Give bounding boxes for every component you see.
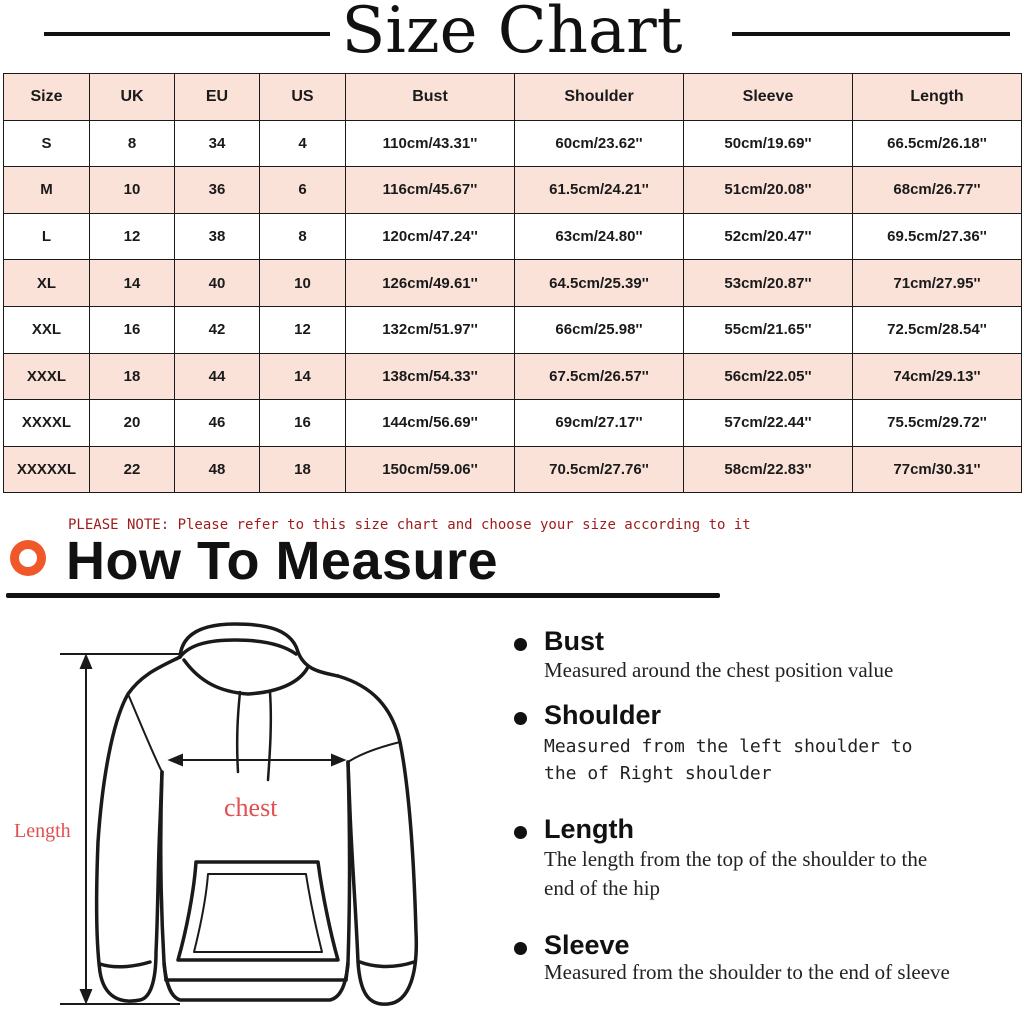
table-cell: 53cm/20.87''	[684, 260, 853, 307]
column-header: EU	[175, 74, 260, 121]
measure-item-title: Bust	[544, 626, 604, 656]
table-cell: L	[4, 213, 90, 260]
hood-opening	[184, 660, 308, 694]
measure-item-desc: Measured from the shoulder to the end of sleeve	[544, 960, 950, 984]
table-cell: 69.5cm/27.36''	[853, 213, 1022, 260]
table-cell: 18	[90, 353, 175, 400]
table-cell: 74cm/29.13''	[853, 353, 1022, 400]
table-cell: 72.5cm/28.54''	[853, 306, 1022, 353]
column-header: US	[260, 74, 346, 121]
column-header: Shoulder	[515, 74, 684, 121]
length-label: Length	[14, 820, 71, 842]
table-row	[4, 167, 1022, 214]
left-cuff	[100, 962, 150, 967]
table-cell: 52cm/20.47''	[684, 213, 853, 260]
table-cell: 44	[175, 353, 260, 400]
table-cell: 48	[175, 446, 260, 493]
table-cell: 68cm/26.77''	[853, 167, 1022, 214]
ring-icon	[10, 540, 46, 576]
hood-inner	[180, 640, 296, 657]
table-cell: 67.5cm/26.57''	[515, 353, 684, 400]
table-cell: 57cm/22.44''	[684, 400, 853, 447]
measure-item-title: Shoulder	[544, 700, 662, 730]
table-cell: 56cm/22.05''	[684, 353, 853, 400]
length-arrow-head-bottom	[81, 990, 91, 1002]
table-cell: 77cm/30.31''	[853, 446, 1022, 493]
table-cell: 50cm/19.69''	[684, 120, 853, 167]
bullet-icon	[514, 942, 527, 955]
table-cell: 42	[175, 306, 260, 353]
table-row	[4, 353, 1022, 400]
table-cell: 63cm/24.80''	[515, 213, 684, 260]
size-note: PLEASE NOTE: Please refer to this size chart and choose your size according to it	[68, 517, 751, 533]
table-row	[4, 446, 1022, 493]
measure-item-desc: Measured from the left shoulder to the of Right shoulder	[544, 736, 913, 784]
measure-item-desc: Measured around the chest position value	[544, 658, 894, 682]
column-header: Size	[4, 74, 90, 121]
hood-outline	[180, 624, 338, 676]
table-cell: 4	[260, 120, 346, 167]
column-header: Length	[853, 74, 1022, 121]
table-cell: 34	[175, 120, 260, 167]
pocket-inner	[194, 874, 322, 952]
chest-label: chest	[224, 793, 278, 822]
size-chart-header	[0, 0, 1024, 68]
table-row	[4, 120, 1022, 167]
measure-item-title: Length	[544, 814, 634, 844]
table-cell: 12	[260, 306, 346, 353]
table-cell: 71cm/27.95''	[853, 260, 1022, 307]
table-cell: 36	[175, 167, 260, 214]
table-cell: 58cm/22.83''	[684, 446, 853, 493]
table-cell: 14	[90, 260, 175, 307]
body-outline	[97, 657, 180, 1001]
bullet-icon	[514, 712, 527, 725]
table-cell: 64.5cm/25.39''	[515, 260, 684, 307]
column-header: Sleeve	[684, 74, 853, 121]
title-right-rule	[732, 32, 1010, 36]
table-cell: 46	[175, 400, 260, 447]
measure-item-desc: The length from the top of the shoulder to the end of the hip	[544, 847, 928, 900]
table-cell: 110cm/43.31''	[346, 120, 515, 167]
table-cell: XXL	[4, 306, 90, 353]
table-cell: XXXXL	[4, 400, 90, 447]
shoulder-seam-left	[128, 694, 162, 772]
size-table	[3, 73, 1022, 493]
torso-right	[346, 762, 350, 980]
measure-item-sleeve	[514, 932, 1014, 1012]
measure-item-bust	[514, 628, 1014, 688]
hoodie-diagram	[0, 612, 470, 1014]
table-cell: 10	[260, 260, 346, 307]
column-header: UK	[90, 74, 175, 121]
table-row	[4, 400, 1022, 447]
table-cell: 70.5cm/27.76''	[515, 446, 684, 493]
table-cell: 38	[175, 213, 260, 260]
drawstring-right	[268, 692, 271, 780]
size-table-body	[4, 120, 1022, 493]
table-cell: 12	[90, 213, 175, 260]
table-cell: 8	[260, 213, 346, 260]
table-cell: XL	[4, 260, 90, 307]
table-cell: XXXL	[4, 353, 90, 400]
table-cell: 22	[90, 446, 175, 493]
table-cell: 116cm/45.67''	[346, 167, 515, 214]
shoulder-seam-right	[348, 742, 400, 762]
table-cell: 8	[90, 120, 175, 167]
table-cell: 75.5cm/29.72''	[853, 400, 1022, 447]
length-arrow-head-top	[81, 656, 91, 668]
table-cell: 132cm/51.97''	[346, 306, 515, 353]
table-cell: 20	[90, 400, 175, 447]
right-cuff	[360, 962, 414, 967]
table-cell: 16	[260, 400, 346, 447]
table-cell: S	[4, 120, 90, 167]
table-cell: 60cm/23.62''	[515, 120, 684, 167]
measure-item-shoulder	[514, 702, 1014, 792]
table-cell: 150cm/59.06''	[346, 446, 515, 493]
table-header-row	[4, 74, 1022, 121]
table-cell: 138cm/54.33''	[346, 353, 515, 400]
page-title: Size Chart	[341, 0, 683, 68]
measure-underline	[6, 593, 720, 598]
table-cell: 61.5cm/24.21''	[515, 167, 684, 214]
bullet-icon	[514, 826, 527, 839]
table-cell: 126cm/49.61''	[346, 260, 515, 307]
torso-left	[161, 772, 166, 980]
table-cell: 16	[90, 306, 175, 353]
table-row	[4, 213, 1022, 260]
chest-arrow-head-right	[332, 755, 344, 765]
measure-title: How To Measure	[66, 531, 499, 591]
table-cell: 66cm/25.98''	[515, 306, 684, 353]
table-cell: 55cm/21.65''	[684, 306, 853, 353]
table-cell: 18	[260, 446, 346, 493]
table-cell: M	[4, 167, 90, 214]
measure-item-length	[514, 816, 1014, 906]
column-header: Bust	[346, 74, 515, 121]
table-cell: 10	[90, 167, 175, 214]
table-cell: 6	[260, 167, 346, 214]
measure-item-title: Sleeve	[544, 930, 630, 960]
table-cell: 120cm/47.24''	[346, 213, 515, 260]
table-row	[4, 306, 1022, 353]
bullet-icon	[514, 638, 527, 651]
table-cell: 66.5cm/26.18''	[853, 120, 1022, 167]
table-row	[4, 260, 1022, 307]
hem	[164, 964, 348, 1000]
table-cell: 69cm/27.17''	[515, 400, 684, 447]
table-cell: XXXXXL	[4, 446, 90, 493]
table-cell: 51cm/20.08''	[684, 167, 853, 214]
table-cell: 40	[175, 260, 260, 307]
chest-arrow-head-left	[170, 755, 182, 765]
table-cell: 144cm/56.69''	[346, 400, 515, 447]
table-cell: 14	[260, 353, 346, 400]
